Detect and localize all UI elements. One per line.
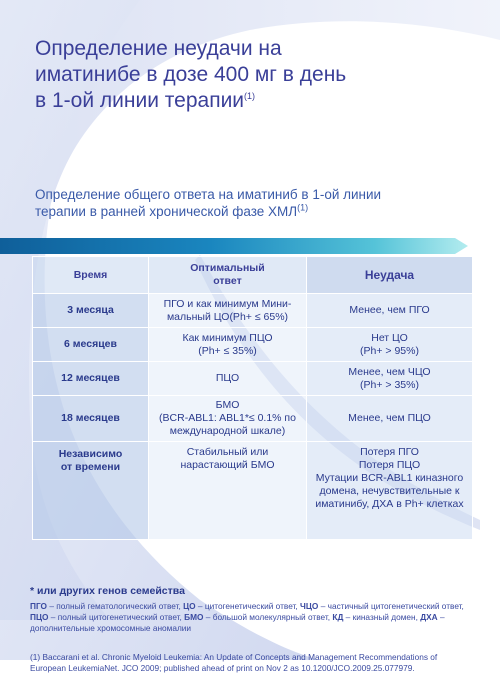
cell-line: Потеря ПГО: [360, 446, 419, 458]
cell-line: (Ph+ > 35%): [360, 378, 419, 391]
cell-line: Независимо: [58, 448, 123, 460]
cell-line: мальный ЦО(Ph+ ≤ 65%): [166, 310, 289, 323]
cell-line: (Ph+ ≤ 35%): [198, 344, 257, 357]
subtitle-line-2: терапии в ранней хронической фазе ХМЛ: [35, 204, 298, 219]
cell-line: Стабильный или: [186, 446, 269, 458]
header-optimal-line-1: Оптимальный: [190, 262, 265, 274]
abbr-term: БМО: [184, 612, 204, 622]
cell-line: Потеря ПЦО: [358, 459, 421, 471]
subtitle-line-1: Определение общего ответа на иматиниб в 1-ой линии: [35, 187, 382, 202]
abbr-definition: – частичный цитогенетический ответ,: [318, 601, 464, 611]
header-optimal: [149, 257, 307, 294]
abbr-term: ДХА: [420, 612, 438, 622]
cell-line: Менее, чем ЧЦО: [348, 365, 431, 378]
cell-line: Мутации BCR-ABL1 киназного: [315, 472, 464, 484]
table-row: [33, 396, 473, 442]
title-line-3: в 1-ой линии терапии: [35, 89, 245, 112]
row-failure: [307, 328, 473, 362]
abbr-term: ЦО: [183, 601, 196, 611]
title-line-1: Определение неудачи на: [35, 37, 282, 60]
header-optimal-line-2: ответ: [213, 275, 242, 287]
cell-line: иматинибу, ДХА в Ph+ клетках: [315, 498, 464, 510]
row-time: 6 месяцев: [33, 328, 149, 362]
cell-line: от времени: [60, 461, 121, 473]
row-time: [33, 442, 149, 540]
row-optimal: [149, 328, 307, 362]
abbr-term: КД: [332, 612, 344, 622]
header-time: Время: [33, 257, 149, 294]
cell-line: Менее, чем ПГО: [349, 304, 430, 316]
table-row: [33, 328, 473, 362]
subtitle-reference-mark: (1): [297, 202, 309, 213]
abbr-term: ЧЦО: [300, 601, 319, 611]
abbr-term: ПГО: [30, 601, 48, 611]
cell-line: БМО: [215, 399, 240, 411]
row-optimal: [149, 442, 307, 540]
cell-line: международной шкале): [169, 425, 286, 437]
footnote-heading: * или других генов семейства: [30, 585, 185, 597]
abbr-definition: – дополнительные хромосомные аномалии: [30, 612, 445, 633]
abbr-definition: – цитогенетический ответ,: [195, 601, 301, 611]
reference-line-2: European LeukemiaNet. JCO 2009; published ahead of print on Nov 2 as 10.1200/JCO.2009.25.077979.: [30, 663, 415, 673]
row-failure: [307, 362, 473, 396]
row-time: 18 месяцев: [33, 396, 149, 442]
row-optimal: [149, 362, 307, 396]
abbr-definition: – большой молекулярный ответ,: [203, 612, 333, 622]
cell-line: (BCR-ABL1: ABL1*≤ 0.1% по: [159, 412, 296, 424]
title-reference-mark: (1): [244, 91, 256, 101]
cell-line: ПЦО: [215, 372, 240, 384]
row-time: 12 месяцев: [33, 362, 149, 396]
cell-line: Нет ЦО: [371, 331, 408, 344]
table-header-row: [33, 257, 473, 294]
response-table: [32, 256, 472, 540]
cell-line: ПГО и как минимум Мини-: [163, 297, 292, 310]
cell-line: нарастающий БМО: [180, 459, 275, 471]
reference-citation: [30, 652, 480, 674]
cell-line: домена, нечувствительные к: [319, 485, 460, 497]
row-optimal: [149, 396, 307, 442]
table-row: [33, 294, 473, 328]
abbreviations-footnote: [30, 601, 480, 634]
page-subtitle: [35, 186, 475, 220]
table-row: [33, 362, 473, 396]
page-title: [35, 36, 475, 114]
table-row: [33, 442, 473, 540]
cell-line: Как минимум ПЦО: [182, 331, 273, 344]
row-failure: [307, 396, 473, 442]
cell-line: (Ph+ > 95%): [360, 344, 419, 357]
abbr-definition: – киназный домен,: [343, 612, 421, 622]
row-optimal: [149, 294, 307, 328]
header-failure: Неудача: [307, 257, 473, 294]
reference-line-1: (1) Baccarani et al. Chronic Myeloid Leukemia: An Update of Concepts and Management Recommendations of: [30, 652, 438, 662]
ribbon-arrow: [0, 236, 500, 256]
abbr-term: ПЦО: [30, 612, 49, 622]
row-time: 3 месяца: [33, 294, 149, 328]
cell-line: Менее, чем ПЦО: [348, 412, 431, 424]
row-failure: [307, 442, 473, 540]
title-line-2: иматинибе в дозе 400 мг в день: [35, 63, 347, 86]
abbr-definition: – полный гематологический ответ,: [47, 601, 184, 611]
abbr-definition: – полный цитогенетический ответ,: [48, 612, 185, 622]
row-failure: [307, 294, 473, 328]
